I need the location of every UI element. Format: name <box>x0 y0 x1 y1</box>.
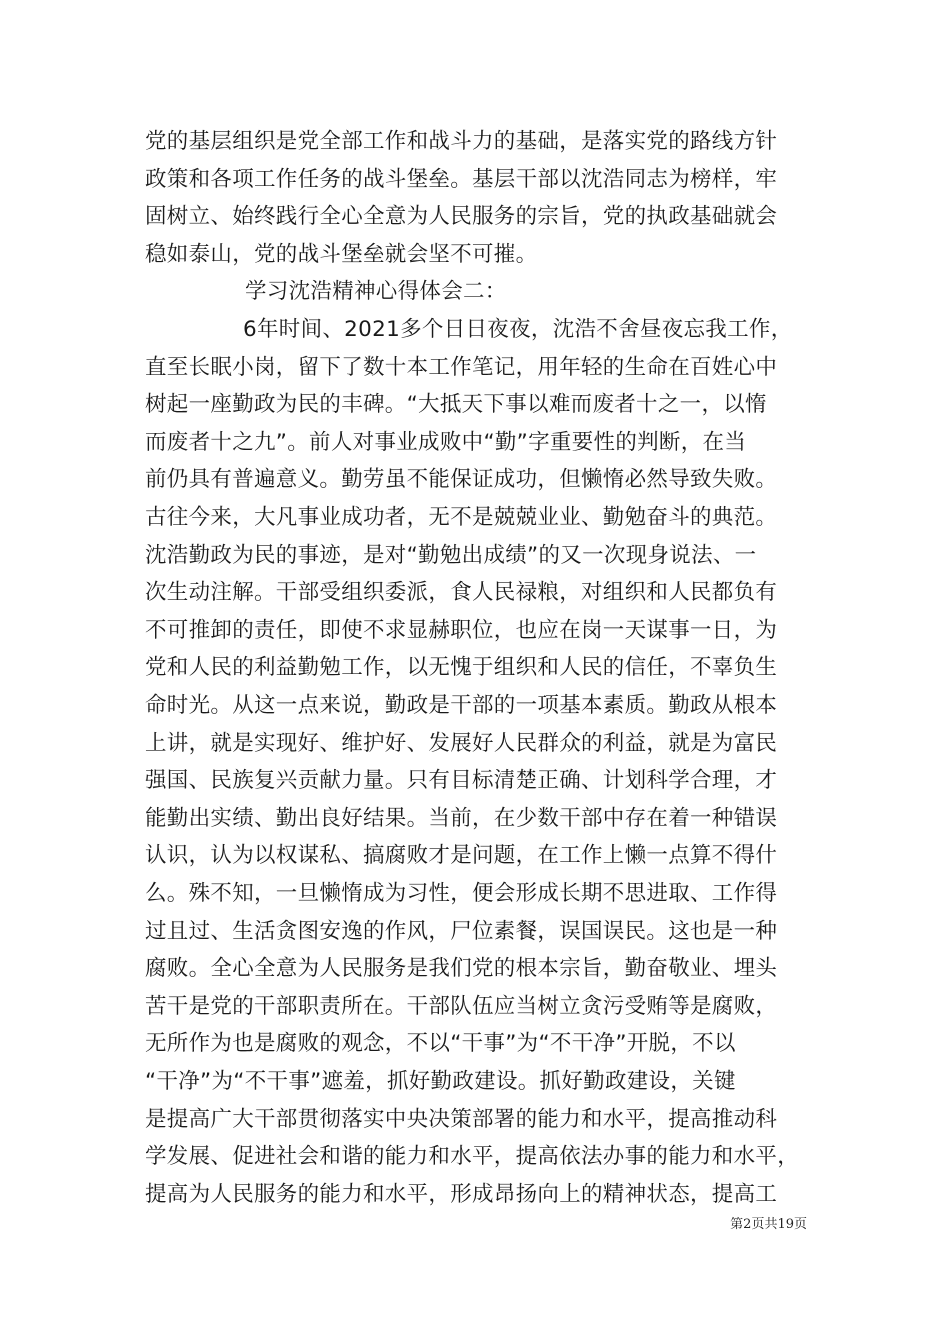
body-text-line: 认识，认为以权谋私、搞腐败才是问题，在工作上懒一点算不得什 <box>145 843 778 869</box>
body-text-line: 直至长眠小岗，留下了数十本工作笔记，用年轻的生命在百姓心中 <box>145 354 778 380</box>
body-text-line: 腐败。全心全意为人民服务是我们党的根本宗旨，勤奋敬业、埋头 <box>145 956 778 982</box>
body-text-line: 党和人民的利益勤勉工作，以无愧于组织和人民的信任，不辜负生 <box>145 655 778 681</box>
body-text-line: 而废者十之九”。前人对事业成败中“勤”字重要性的判断，在当 <box>145 429 747 455</box>
body-text-line: 次生动注解。干部受组织委派，食人民禄粮，对组织和人民都负有 <box>145 580 778 606</box>
body-text-line: 学发展、促进社会和谐的能力和水平，提高依法办事的能力和水平， <box>145 1144 800 1170</box>
body-text-line: 无所作为也是腐败的观念，不以“干事”为“不干净”开脱，不以 <box>145 1031 736 1057</box>
section-heading: 学习沈浩精神心得体会二： <box>245 279 507 305</box>
page-number-footer: 第2页共19页 <box>730 1217 807 1232</box>
body-text-line: 是提高广大干部贯彻落实中央决策部署的能力和水平，提高推动科 <box>145 1106 778 1132</box>
body-text-line: 前仍具有普遍意义。勤劳虽不能保证成功，但懒惰必然导致失败。 <box>145 467 778 493</box>
body-text-line: 么。殊不知，一旦懒惰成为习性，便会形成长期不思进取、工作得 <box>145 881 778 906</box>
body-text-line: 固树立、始终践行全心全意为人民服务的宗旨，党的执政基础就会 <box>145 204 778 230</box>
body-text-line: 上讲，就是实现好、维护好、发展好人民群众的利益，就是为富民 <box>145 730 778 756</box>
body-text-line: 古往今来，大凡事业成功者，无不是兢兢业业、勤勉奋斗的典范。 <box>145 505 778 530</box>
body-text-line: 能勤出实绩、勤出良好结果。当前，在少数干部中存在着一种错误 <box>145 805 778 831</box>
body-text-line: 6年时间、2021多个日日夜夜，沈浩不舍昼夜忘我工作， <box>243 317 793 342</box>
body-text-line: 树起一座勤政为民的丰碑。“大抵天下事以难而废者十之一，以惰 <box>145 392 767 418</box>
body-text-line: 苦干是党的干部职责所在。干部队伍应当树立贪污受贿等是腐败， <box>145 993 778 1019</box>
body-text-line: 提高为人民服务的能力和水平，形成昂扬向上的精神状态，提高工 <box>145 1181 778 1207</box>
body-text-line: 强国、民族复兴贡献力量。只有目标清楚正确、计划科学合理，才 <box>145 768 778 794</box>
body-text-line: 不可推卸的责任，即使不求显赫职位，也应在岗一天谋事一日，为 <box>145 617 778 643</box>
body-text-line: 政策和各项工作任务的战斗堡垒。基层干部以沈浩同志为榜样，牢 <box>145 166 778 192</box>
body-text-line: 命时光。从这一点来说，勤政是干部的一项基本素质。勤政从根本 <box>145 693 778 718</box>
body-text-line: 沈浩勤政为民的事迹，是对“勤勉出成绩”的又一次现身说法、一 <box>145 542 757 568</box>
body-text-line: “干净”为“不干事”遮羞，抓好勤政建设。抓好勤政建设，关键 <box>145 1069 736 1094</box>
body-text-line: 过且过、生活贪图安逸的作风，尸位素餐，误国误民。这也是一种 <box>145 918 778 944</box>
body-text-line: 稳如泰山，党的战斗堡垒就会坚不可摧。 <box>145 241 538 267</box>
body-text-line: 党的基层组织是党全部工作和战斗力的基础，是落实党的路线方针 <box>145 129 778 154</box>
